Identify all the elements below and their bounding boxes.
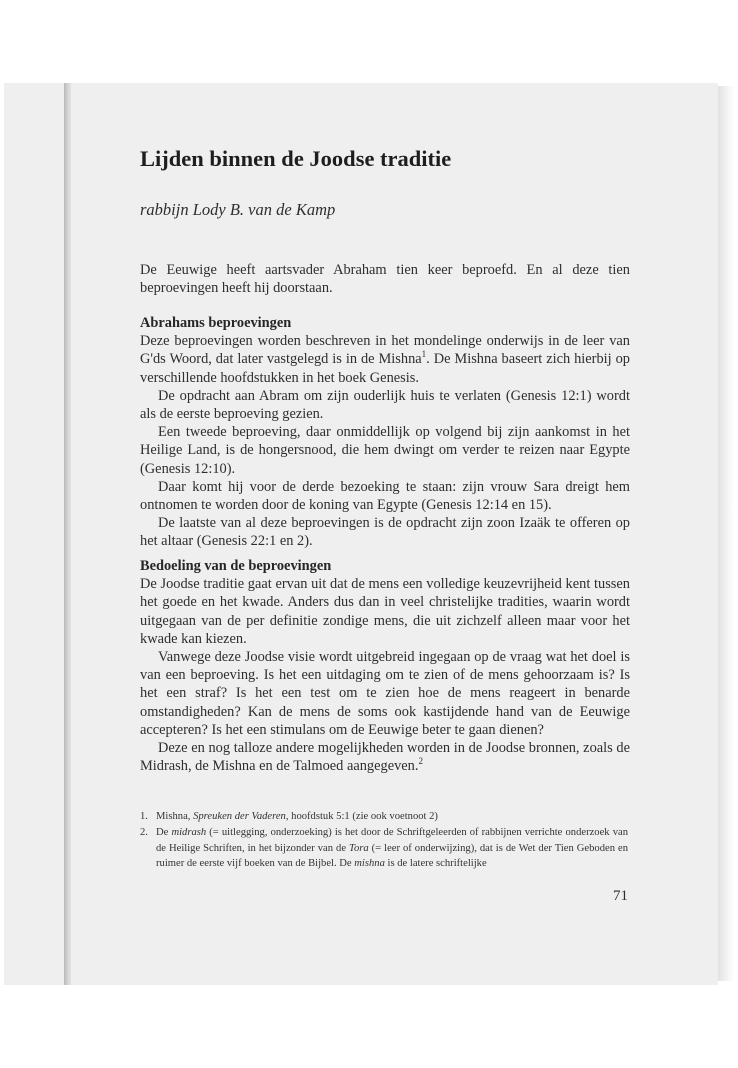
page-number: 71	[613, 888, 628, 904]
paragraph: De opdracht aan Abram om zijn ouderlijk huis te verlaten (Genesis 12:1) wordt als de eerste beproeving gezien.	[140, 387, 630, 423]
paragraph: Daar komt hij voor de derde bezoeking te staan: zijn vrouw Sara dreigt hem ontnomen te worden door de koning van Egypte (Genesis 12:14 en 15).	[140, 478, 630, 514]
intro-paragraph: De Eeuwige heeft aartsvader Abraham tien keer beproefd. En al deze tien beproevingen heeft hij doorstaan.	[140, 262, 630, 297]
section-heading: Abrahams beproevingen	[140, 315, 292, 331]
footnote-text: Mishna, Spreuken der Vaderen, hoofdstuk 5:1 (zie ook voetnoot 2)	[156, 811, 438, 822]
footnote-text: De midrash (= uitlegging, onderzoeking) is het door de Schriftgeleerden of rabbijnen verrichte onderzoek van de Heilige Schriften, in het bijzonder van de Tora (= leer of onderwijzing), dat is de Wet der Tien Geboden en ruimer de eerste vijf boeken van de Bijbel. De mishna is de latere schriftelijke	[156, 826, 628, 870]
footnote-ref[interactable]: 2	[418, 756, 423, 767]
paragraph: Deze en nog talloze andere mogelijkheden worden in de Joodse bronnen, zoals de Midrash, de Mishna en de Talmoed aangegeven.$^2$	[140, 740, 630, 775]
paragraph: Vanwege deze Joodse visie wordt uitgebreid ingegaan op de vraag wat het doel is van een beproeving. Is het een uitdaging om te zien of de mens gehoorzaam is? Is het een straf? Is het een test om te zien hoe de mens reageert in benarde omstandigheden? Kan de mens de soms ook kastijdende hand van de Eeuwige accepteren? Is het een stimulans om de Eeuwige beter te gaan dienen?	[140, 649, 630, 738]
section-abrahams-beproevingen	[140, 314, 630, 551]
footnote-number: 1.	[140, 811, 148, 822]
paragraph: Deze beproevingen worden beschreven in het mondelinge onderwijs in de leer van G'ds Woord, dat later vastgelegd is in de Mishna$^1$. De Mishna baseert zich hierbij op verschillende hoofdstukken in het boek Genesis.	[140, 333, 630, 386]
chapter-title: Lijden binnen de Joodse traditie	[140, 146, 452, 171]
book-spine-shadow	[64, 83, 71, 985]
intro-block	[140, 261, 630, 297]
footnote-item	[140, 809, 628, 825]
section-heading: Bedoeling van de beproevingen	[140, 558, 332, 574]
footnote-ref[interactable]: 1	[421, 349, 427, 360]
footnote-item	[140, 825, 628, 872]
page-edge	[718, 86, 734, 981]
footnote-number: 2.	[140, 826, 148, 838]
footnotes	[140, 809, 628, 872]
paragraph: De laatste van al deze beproevingen is de opdracht zijn zoon Izaäk te offeren op het altaar (Genesis 22:1 en 2).	[140, 515, 630, 550]
paragraph: Een tweede beproeving, daar onmiddellijk op volgend bij zijn aankomst in het Heilige Land, is de hongersnood, die hem dwingt om verder te reizen naar Egypte (Genesis 12:10).	[140, 424, 630, 477]
paragraph: De Joodse traditie gaat ervan uit dat de mens een volledige keuzevrijheid kent tussen het goede en het kwade. Anders dus dan in veel christelijke tradities, waarin wordt uitgegaan van de per definitie zondige mens, die uit zichzelf alleen maar voor het kwade kan kiezen.	[140, 576, 630, 647]
chapter-author: rabbijn Lody B. van de Kamp	[140, 200, 336, 219]
section-bedoeling	[140, 557, 630, 775]
